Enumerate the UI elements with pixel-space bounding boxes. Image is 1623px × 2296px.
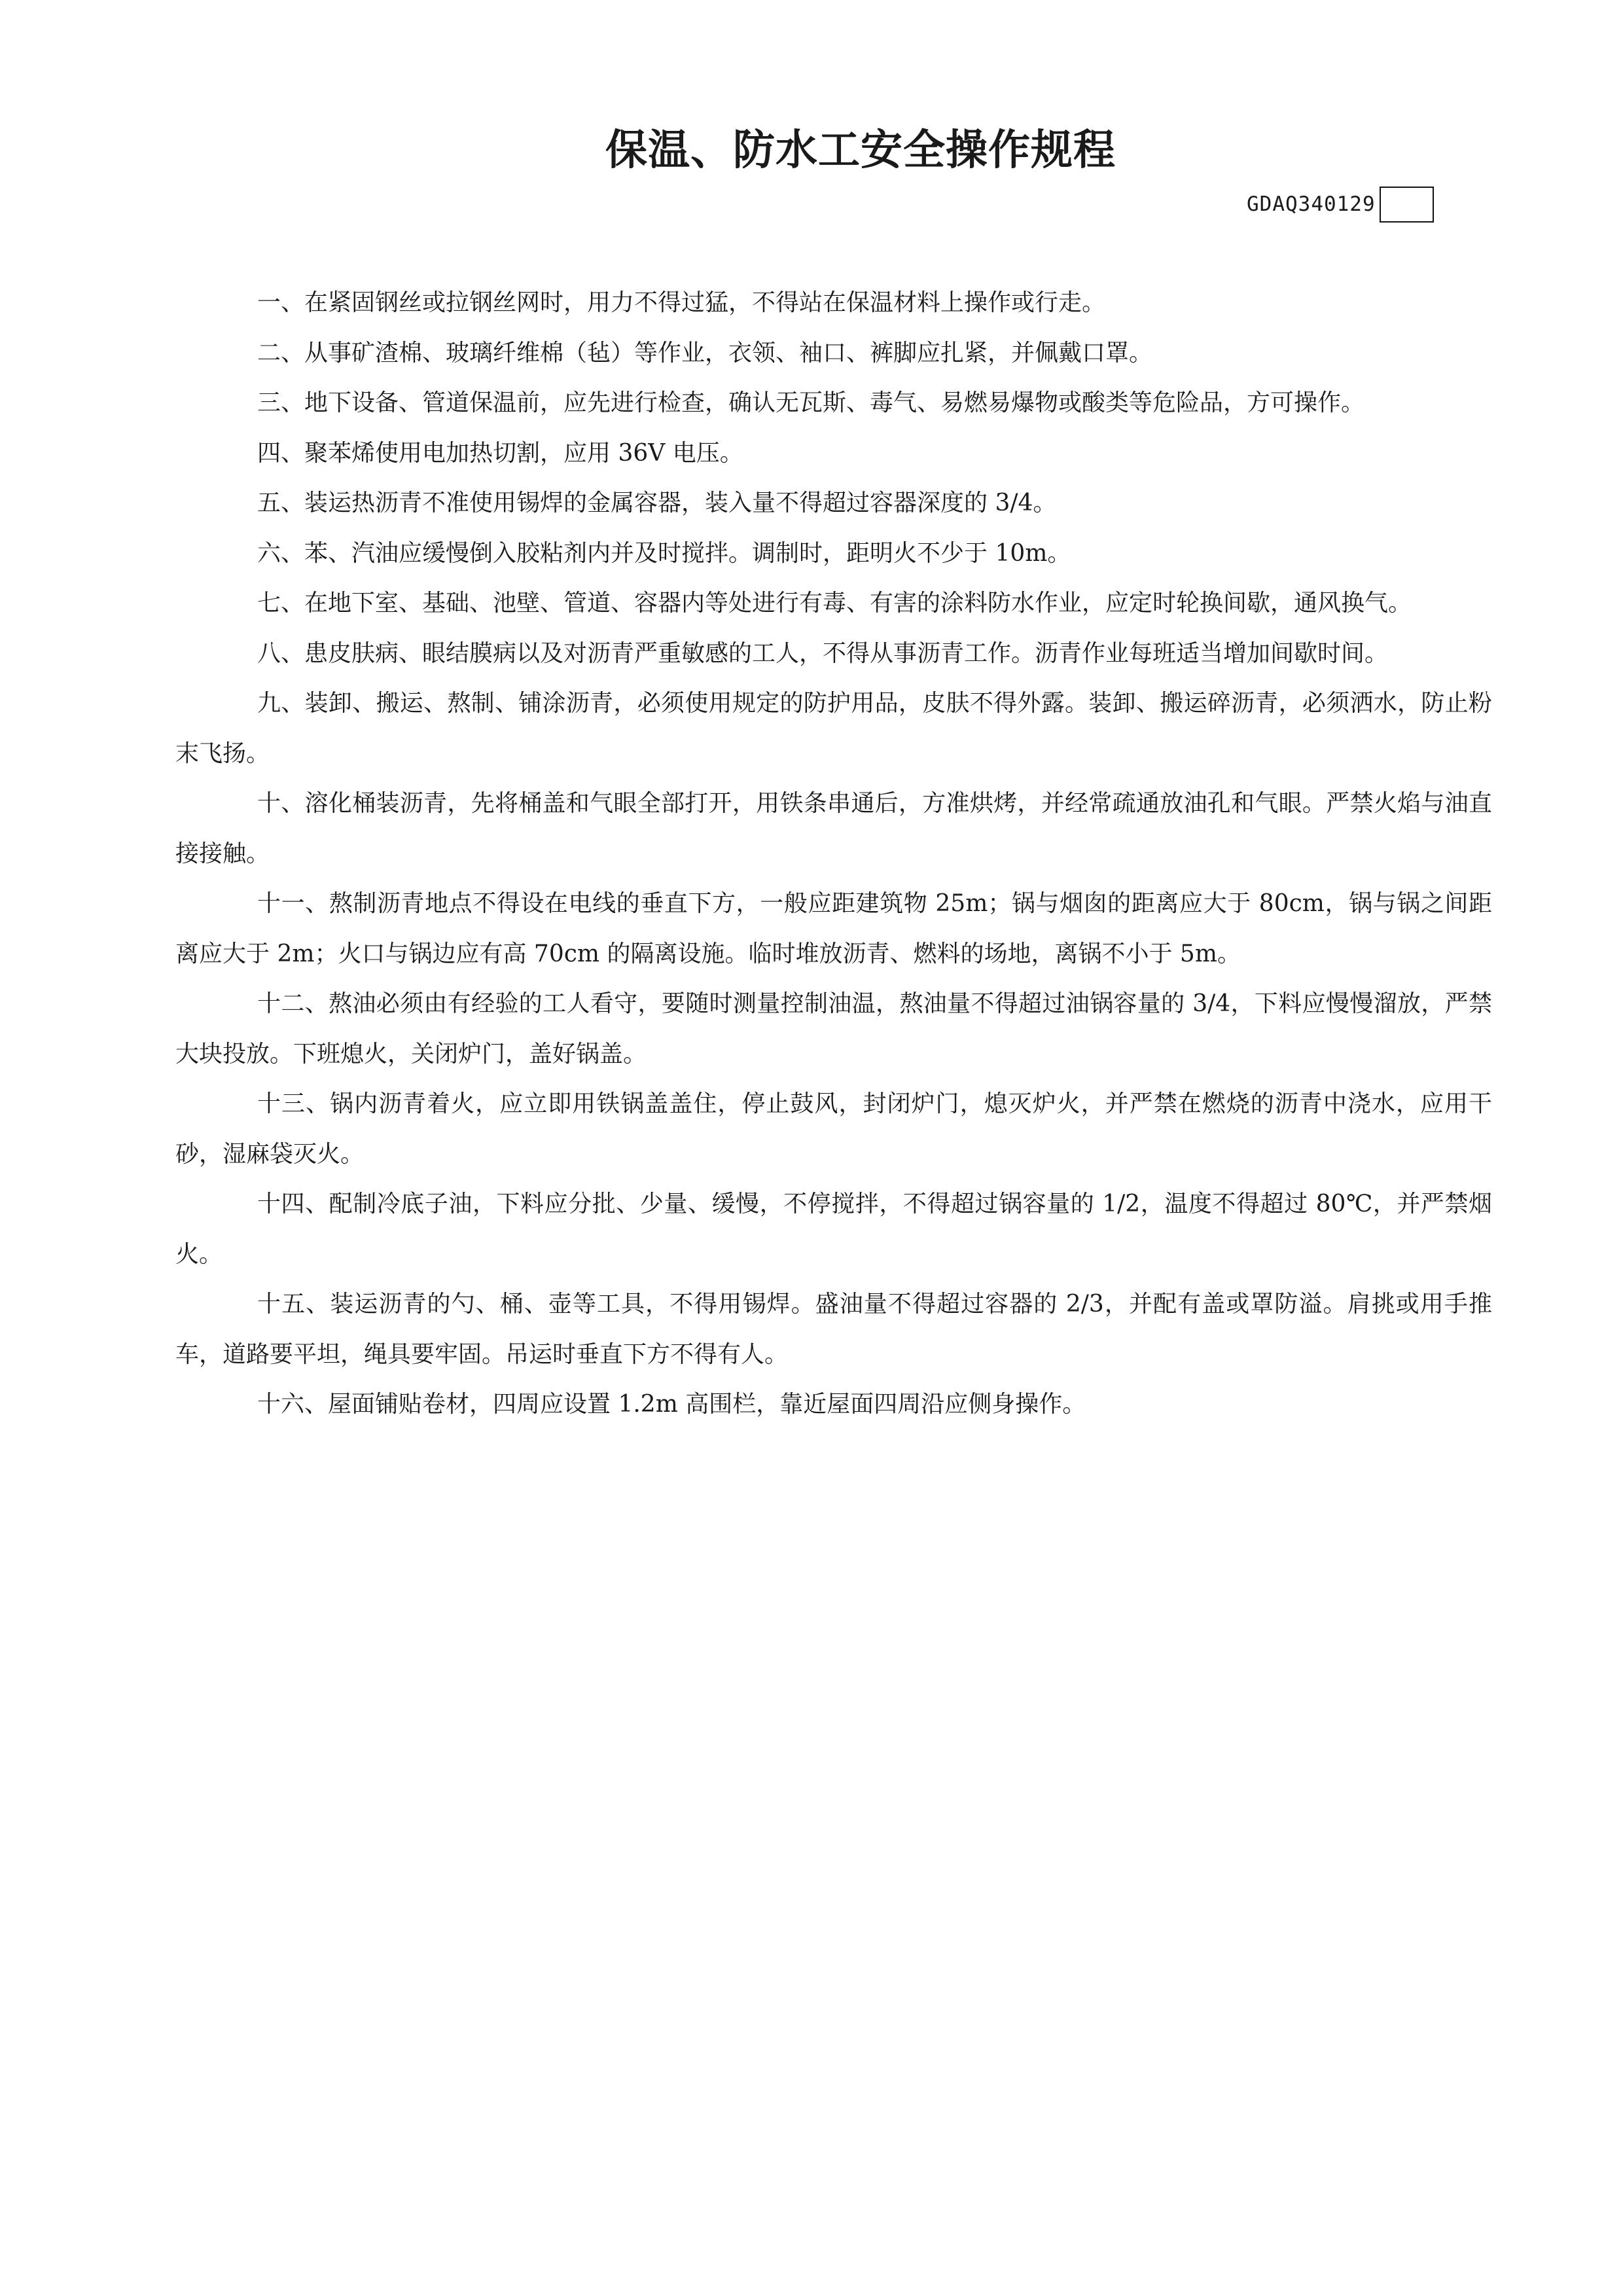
regulation-item-3: 三、地下设备、管道保温前，应先进行检查，确认无瓦斯、毒气、易燃易爆物或酸类等危险品，方可操作。 [257,389,1365,416]
regulation-body [175,278,1492,1430]
document-code: GDAQ340129 [1247,192,1376,216]
regulation-item-7: 七、在地下室、基础、池壁、管道、容器内等处进行有毒、有害的涂料防水作业，应定时轮换间歇，通风换气。 [257,590,1412,617]
regulation-item-8: 八、患皮肤病、眼结膜病以及对沥青严重敏感的工人，不得从事沥青工作。沥青作业每班适当增加间歇时间。 [257,639,1389,667]
regulation-item-14: 十四、配制冷底子油，下料应分批、少量、缓慢，不停搅拌，不得超过锅容量的 1/2，温度不得超过 80℃，并严禁烟火。 [175,1191,1492,1268]
regulation-item-15: 十五、装运沥青的勺、桶、壶等工具，不得用锡焊。盛油量不得超过容器的 2/3，并配有盖或罩防溢。肩挑或用手推车，道路要平坦，绳具要牢固。吊运时垂直下方不得有人。 [175,1291,1492,1368]
regulation-item-11: 十一、熬制沥青地点不得设在电线的垂直下方，一般应距建筑物 25m；锅与烟囱的距离应大于 80cm，锅与锅之间距离应大于 2m；火口与锅边应有高 70cm 的隔离设施。临时堆放沥青、燃料的场地，离锅不小于 5m。 [175,890,1492,967]
code-box [1380,187,1434,223]
regulation-item-12: 十二、熬油必须由有经验的工人看守，要随时测量控制油温，熬油量不得超过油锅容量的 3/4，下料应慢慢溜放，严禁大块投放。下班熄火，关闭炉门，盖好锅盖。 [175,990,1492,1067]
regulation-item-1: 一、在紧固钢丝或拉钢丝网时，用力不得过猛，不得站在保温材料上操作或行走。 [257,289,1106,316]
regulation-item-9: 九、装卸、搬运、熬制、铺涂沥青，必须使用规定的防护用品，皮肤不得外露。装卸、搬运碎沥青，必须洒水，防止粉末飞扬。 [175,690,1492,767]
regulation-item-5: 五、装运热沥青不准使用锡焊的金属容器，装入量不得超过容器深度的 3/4。 [257,490,1057,516]
regulation-item-4: 四、聚苯烯使用电加热切割，应用 36V 电压。 [257,439,743,467]
regulation-item-13: 十三、锅内沥青着火，应立即用铁锅盖盖住，停止鼓风，封闭炉门，熄灭炉火，并严禁在燃烧的沥青中浇水，应用干砂，湿麻袋灭火。 [175,1090,1492,1168]
regulation-item-2: 二、从事矿渣棉、玻璃纤维棉（毡）等作业，衣领、袖口、裤脚应扎紧，并佩戴口罩。 [257,339,1153,367]
document-code-row [1247,185,1434,224]
regulation-item-6: 六、苯、汽油应缓慢倒入胶粘剂内并及时搅拌。调制时，距明火不少于 10m。 [257,539,1071,567]
regulation-item-10: 十、溶化桶装沥青，先将桶盖和气眼全部打开，用铁条串通后，方准烘烤，并经常疏通放油孔和气眼。严禁火焰与油直接接触。 [175,790,1492,867]
document-title: 保温、防水工安全操作规程 [605,126,1116,175]
regulation-item-16: 十六、屋面铺贴卷材，四周应设置 1.2m 高围栏，靠近屋面四周沿应侧身操作。 [257,1391,1086,1418]
